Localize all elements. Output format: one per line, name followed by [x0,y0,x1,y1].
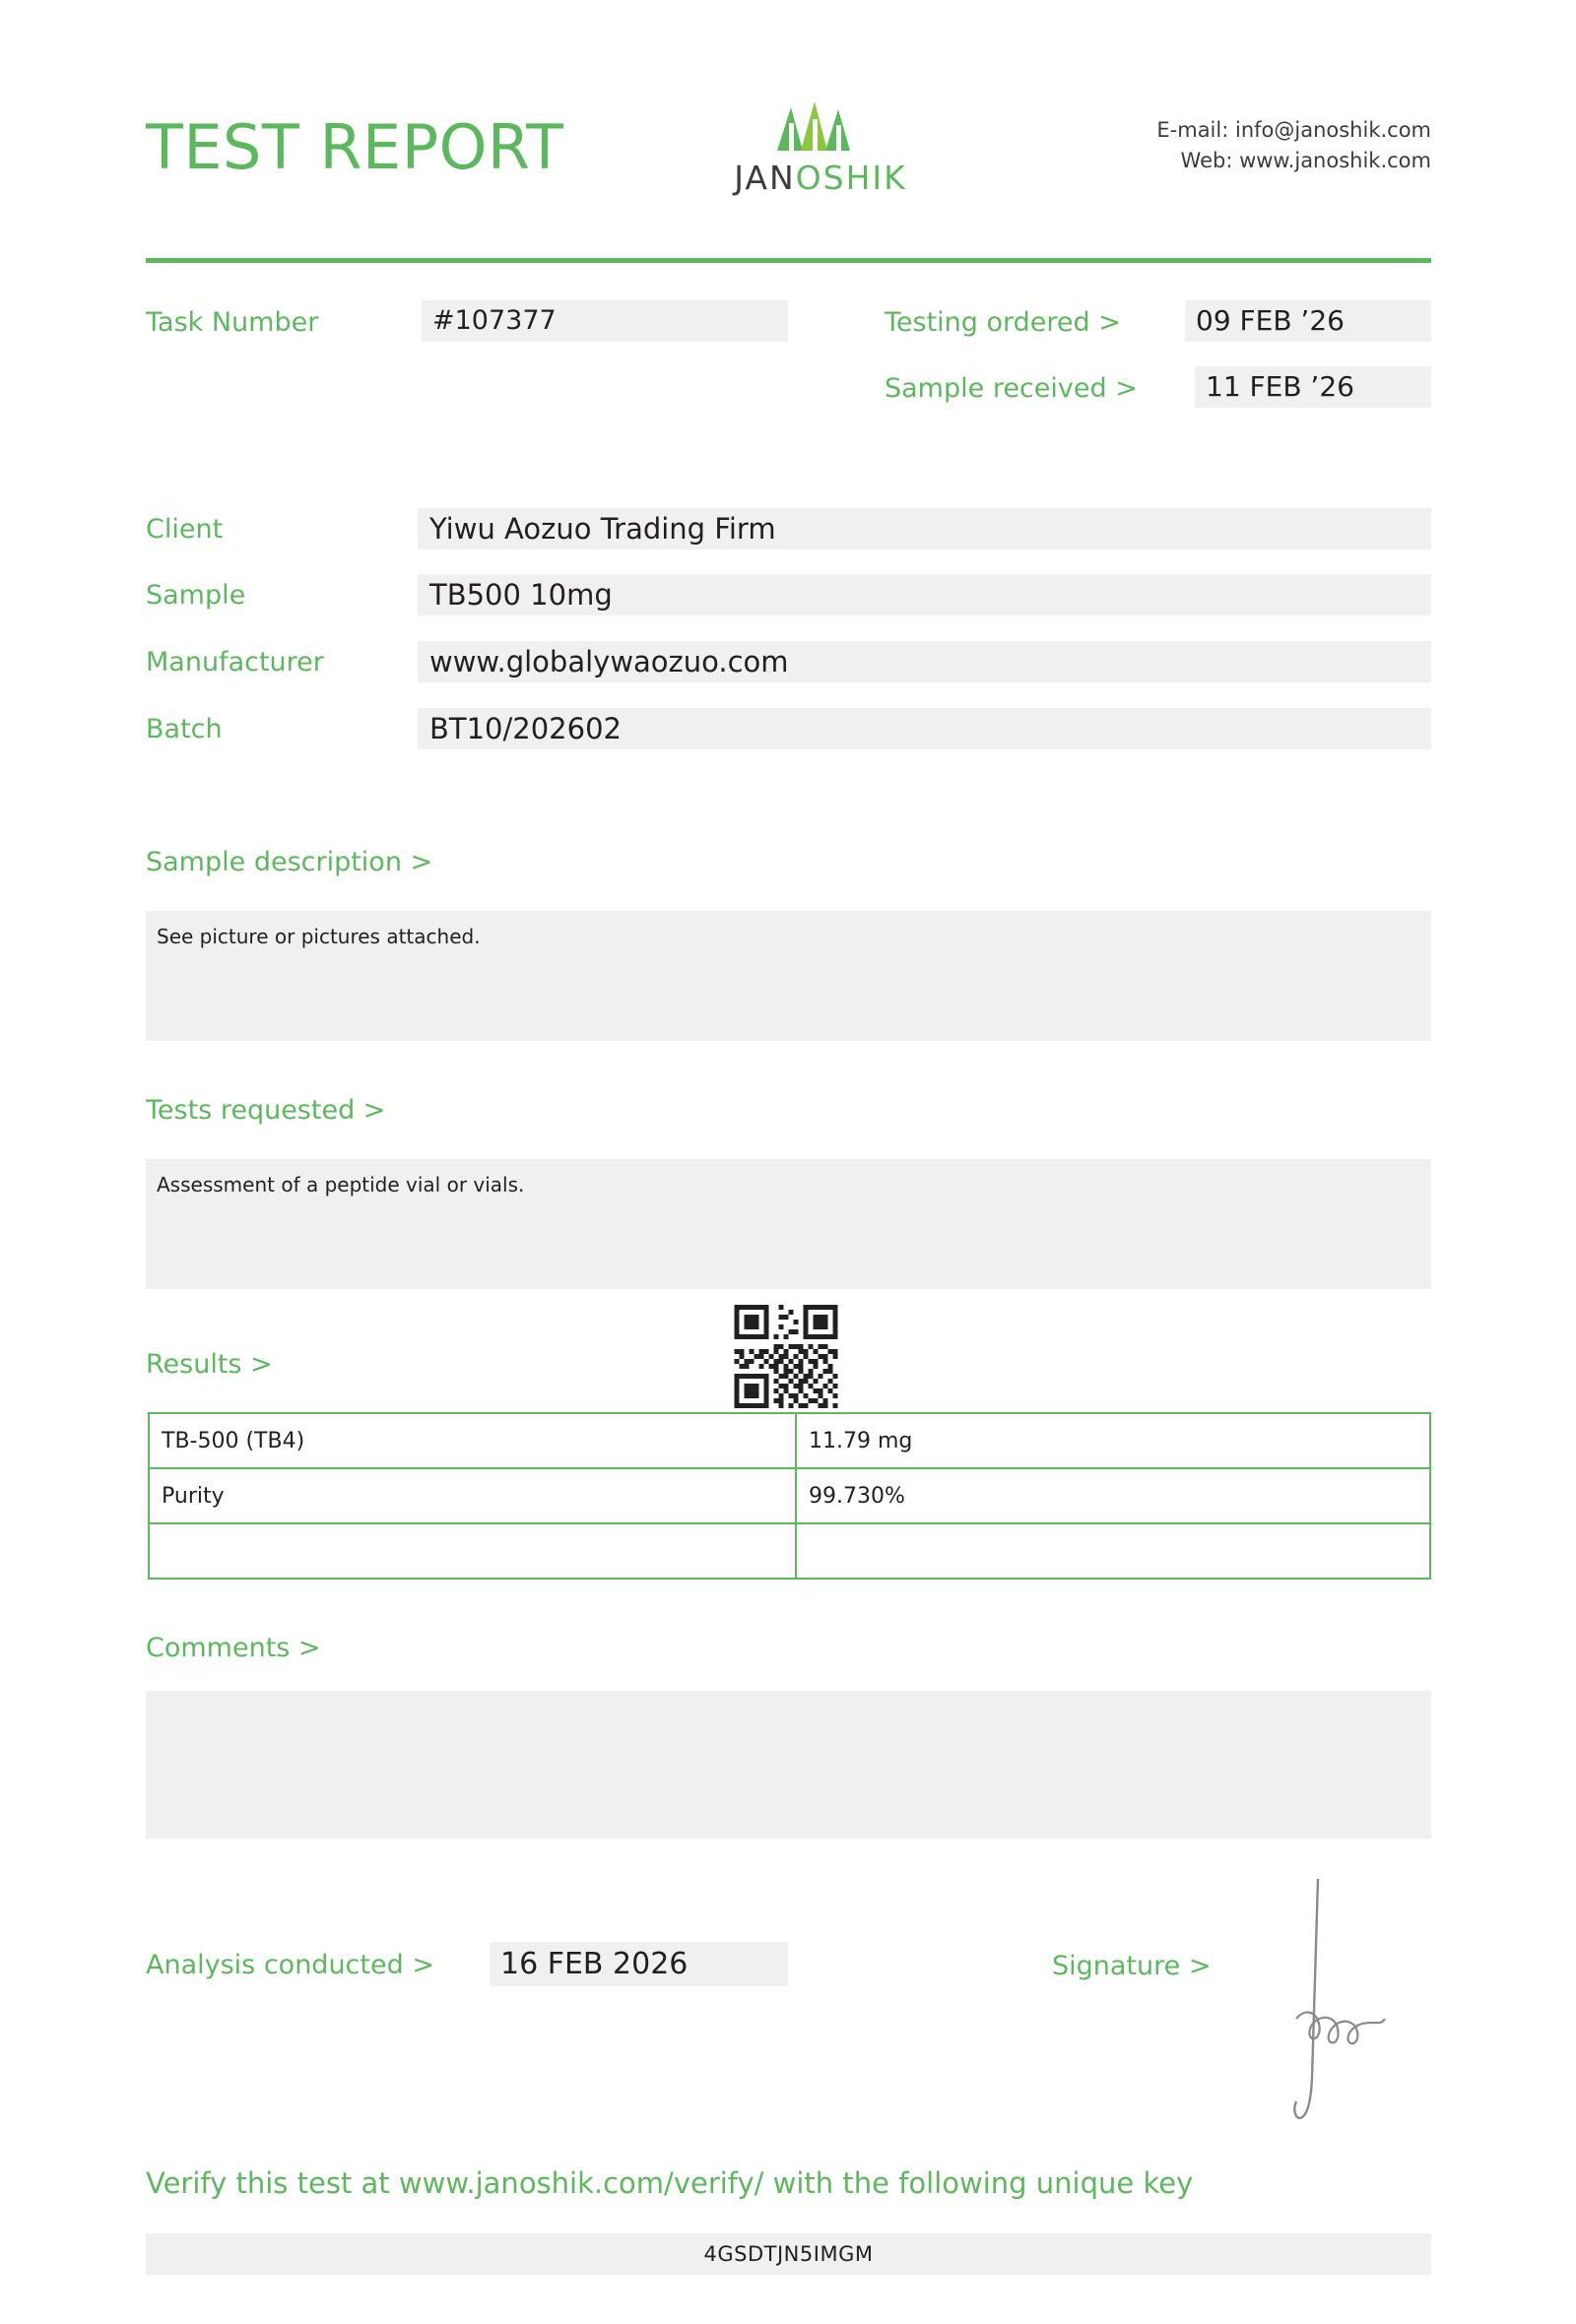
results-heading: Results > [146,1349,273,1380]
analysis-conducted-value: 16 FEB 2026 [490,1942,788,1986]
batch-label: Batch [146,714,223,744]
janoshik-logo [697,94,944,197]
tests-requested-heading: Tests requested > [146,1095,386,1126]
sample-value: TB500 10mg [418,574,1431,615]
report-header [146,94,1431,222]
sample-description-box [146,911,1431,1041]
comments-box [146,1691,1431,1839]
contact-web: Web: www.janoshik.com [1180,149,1431,172]
task-number-label: Task Number [146,307,319,338]
contact-email: E-mail: info@janoshik.com [1156,118,1431,142]
signature-mark [1280,1871,1409,2127]
signature-label: Signature > [1052,1951,1212,1981]
verify-text: Verify this test at www.janoshik.com/verify/ with the following unique key [146,2166,1194,2200]
table-row [149,1468,1430,1523]
table-row [149,1413,1430,1468]
comments-heading: Comments > [146,1633,321,1663]
sample-received-label: Sample received > [885,373,1138,404]
table-row [149,1523,1430,1579]
result-name [149,1523,796,1579]
tests-requested-text: Assessment of a peptide vial or vials. [157,1173,525,1196]
result-name: TB-500 (TB4) [149,1413,796,1468]
task-number-value: #107377 [422,300,788,342]
unique-key-value: 4GSDTJN5IMGM [146,2233,1431,2275]
mountain-logo-icon [771,94,870,155]
sample-received-value: 11 FEB ’26 [1195,366,1431,408]
qr-code-icon [732,1305,840,1408]
manufacturer-label: Manufacturer [146,647,324,678]
sample-label: Sample [146,580,246,611]
comments-text [146,1691,1431,1705]
result-value: 99.730% [796,1468,1430,1523]
manufacturer-value: www.globalywaozuo.com [418,641,1431,682]
sample-description-text: See picture or pictures attached. [157,925,481,948]
logo-text-dark: JAN [734,159,796,197]
result-value: 11.79 mg [796,1413,1430,1468]
client-label: Client [146,514,224,545]
contact-block [1156,115,1431,176]
testing-ordered-value: 09 FEB ’26 [1185,300,1431,342]
page-title: TEST REPORT [146,111,564,183]
results-table [148,1412,1431,1580]
analysis-conducted-label: Analysis conducted > [146,1950,434,1980]
result-name: Purity [149,1468,796,1523]
sample-description-heading: Sample description > [146,847,433,877]
client-value: Yiwu Aozuo Trading Firm [418,508,1431,549]
result-value [796,1523,1430,1579]
batch-value: BT10/202602 [418,708,1431,749]
logo-text-green: OSHIK [795,159,907,197]
header-divider [146,258,1431,263]
testing-ordered-label: Testing ordered > [885,307,1121,338]
tests-requested-box [146,1159,1431,1289]
logo-wordmark [697,159,944,197]
